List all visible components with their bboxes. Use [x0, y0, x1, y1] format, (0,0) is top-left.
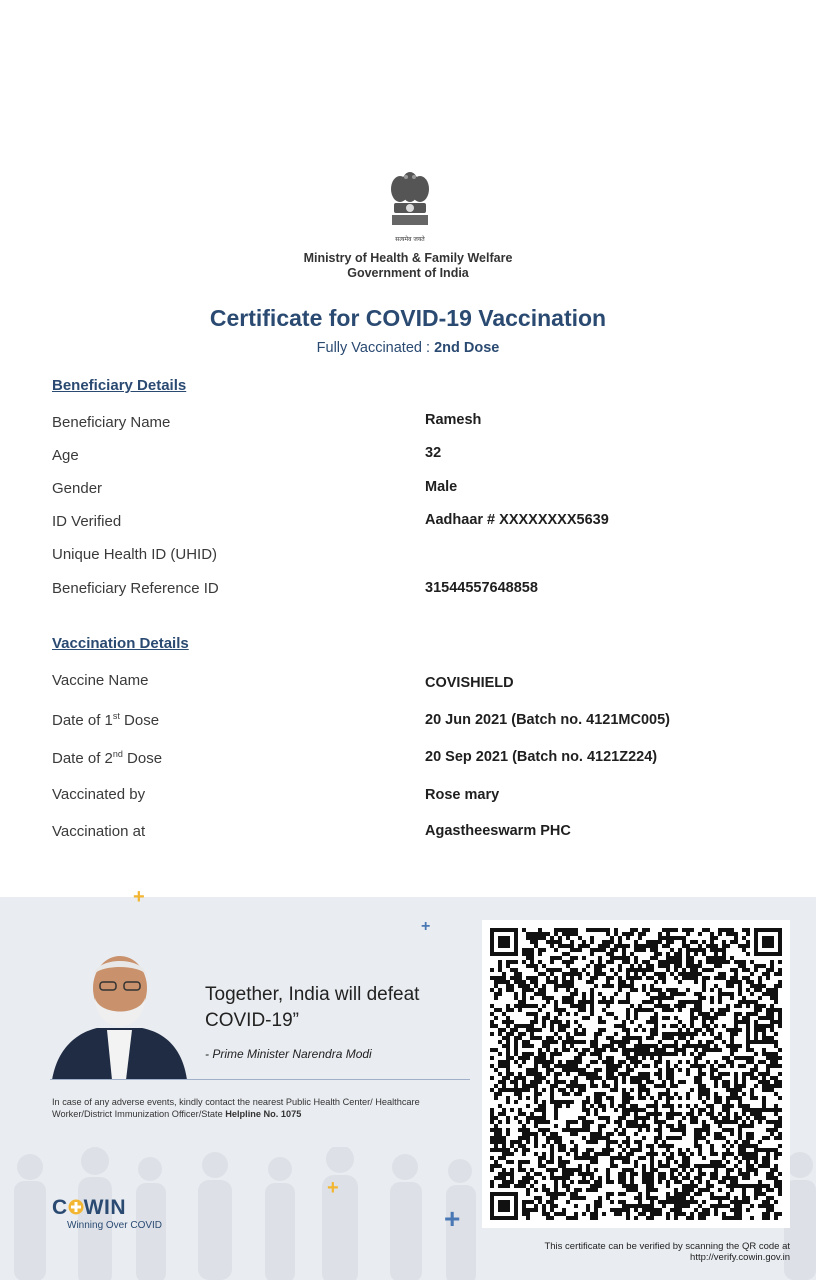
helpline-number: Helpline No. 1075	[225, 1109, 302, 1119]
dose2-date-label: Date of 2nd Dose	[52, 749, 163, 767]
id-verified-value: Aadhaar # XXXXXXXX5639	[425, 512, 609, 528]
verification-note: This certificate can be verified by scanning the QR code at http://verify.cowin.gov.in	[480, 1241, 790, 1263]
qr-code-icon	[482, 920, 790, 1228]
footer-divider	[50, 1079, 470, 1080]
cowin-logo: C WIN	[52, 1196, 126, 1219]
cowin-plus-icon	[68, 1199, 84, 1215]
prime-minister-portrait	[52, 950, 187, 1080]
vaccine-name-value: COVISHIELD	[425, 675, 514, 691]
certificate-title: Certificate for COVID-19 Vaccination	[209, 305, 607, 331]
plus-decoration-icon: +	[421, 918, 431, 935]
plus-decoration-icon: +	[327, 1177, 339, 1199]
uhid-label: Unique Health ID (UHID)	[52, 546, 218, 563]
national-emblem-icon	[386, 167, 434, 247]
status-prefix: Fully Vaccinated :	[316, 340, 435, 356]
plus-decoration-icon: +	[444, 1203, 461, 1234]
beneficiary-name-label: Beneficiary Name	[52, 414, 171, 431]
pm-quote-attribution: - Prime Minister Narendra Modi	[205, 1047, 372, 1061]
age-label: Age	[52, 447, 79, 464]
vaccination-status	[0, 340, 816, 356]
vaccination-details-heading: Vaccination Details	[52, 635, 189, 652]
vaccinated-at-value: Agastheeswarm PHC	[425, 823, 571, 839]
age-value: 32	[425, 445, 442, 461]
vaccine-name-label: Vaccine Name	[52, 672, 149, 689]
cowin-tagline: Winning Over COVID	[67, 1220, 163, 1231]
pm-quote: Together, India will defeat COVID-19”	[205, 984, 420, 1031]
vaccinated-at-label: Vaccination at	[52, 823, 146, 840]
plus-decoration-icon: +	[133, 886, 145, 908]
reference-id-value: 31544557648858	[425, 580, 538, 596]
dose1-date-value: 20 Jun 2021 (Batch no. 4121MC005)	[425, 712, 670, 728]
government-name: Government of India	[347, 266, 469, 280]
qr-code[interactable]	[482, 920, 790, 1228]
vaccinated-by-value: Rose mary	[425, 787, 500, 803]
beneficiary-name-value: Ramesh	[425, 412, 482, 428]
id-verified-label: ID Verified	[52, 513, 122, 530]
gender-value: Male	[425, 479, 458, 495]
svg-text:सत्यमेव जयते: सत्यमेव जयते	[395, 236, 425, 243]
adverse-events-notice: In case of any adverse events, kindly contact the nearest Public Health Center/ Healthcare Worker/District Immunization Officer/State Helpline No. 1075	[52, 1097, 420, 1119]
dose2-date-value: 20 Sep 2021 (Batch no. 4121Z224)	[425, 749, 658, 765]
status-value: 2nd Dose	[434, 340, 500, 356]
reference-id-label: Beneficiary Reference ID	[52, 580, 219, 597]
ministry-name: Ministry of Health & Family Welfare	[303, 251, 513, 265]
dose1-date-label: Date of 1st Dose	[52, 711, 160, 729]
gender-label: Gender	[52, 480, 103, 497]
beneficiary-details-heading: Beneficiary Details	[52, 377, 187, 394]
vaccinated-by-label: Vaccinated by	[52, 786, 146, 803]
verify-url[interactable]: http://verify.cowin.gov.in	[690, 1252, 790, 1263]
